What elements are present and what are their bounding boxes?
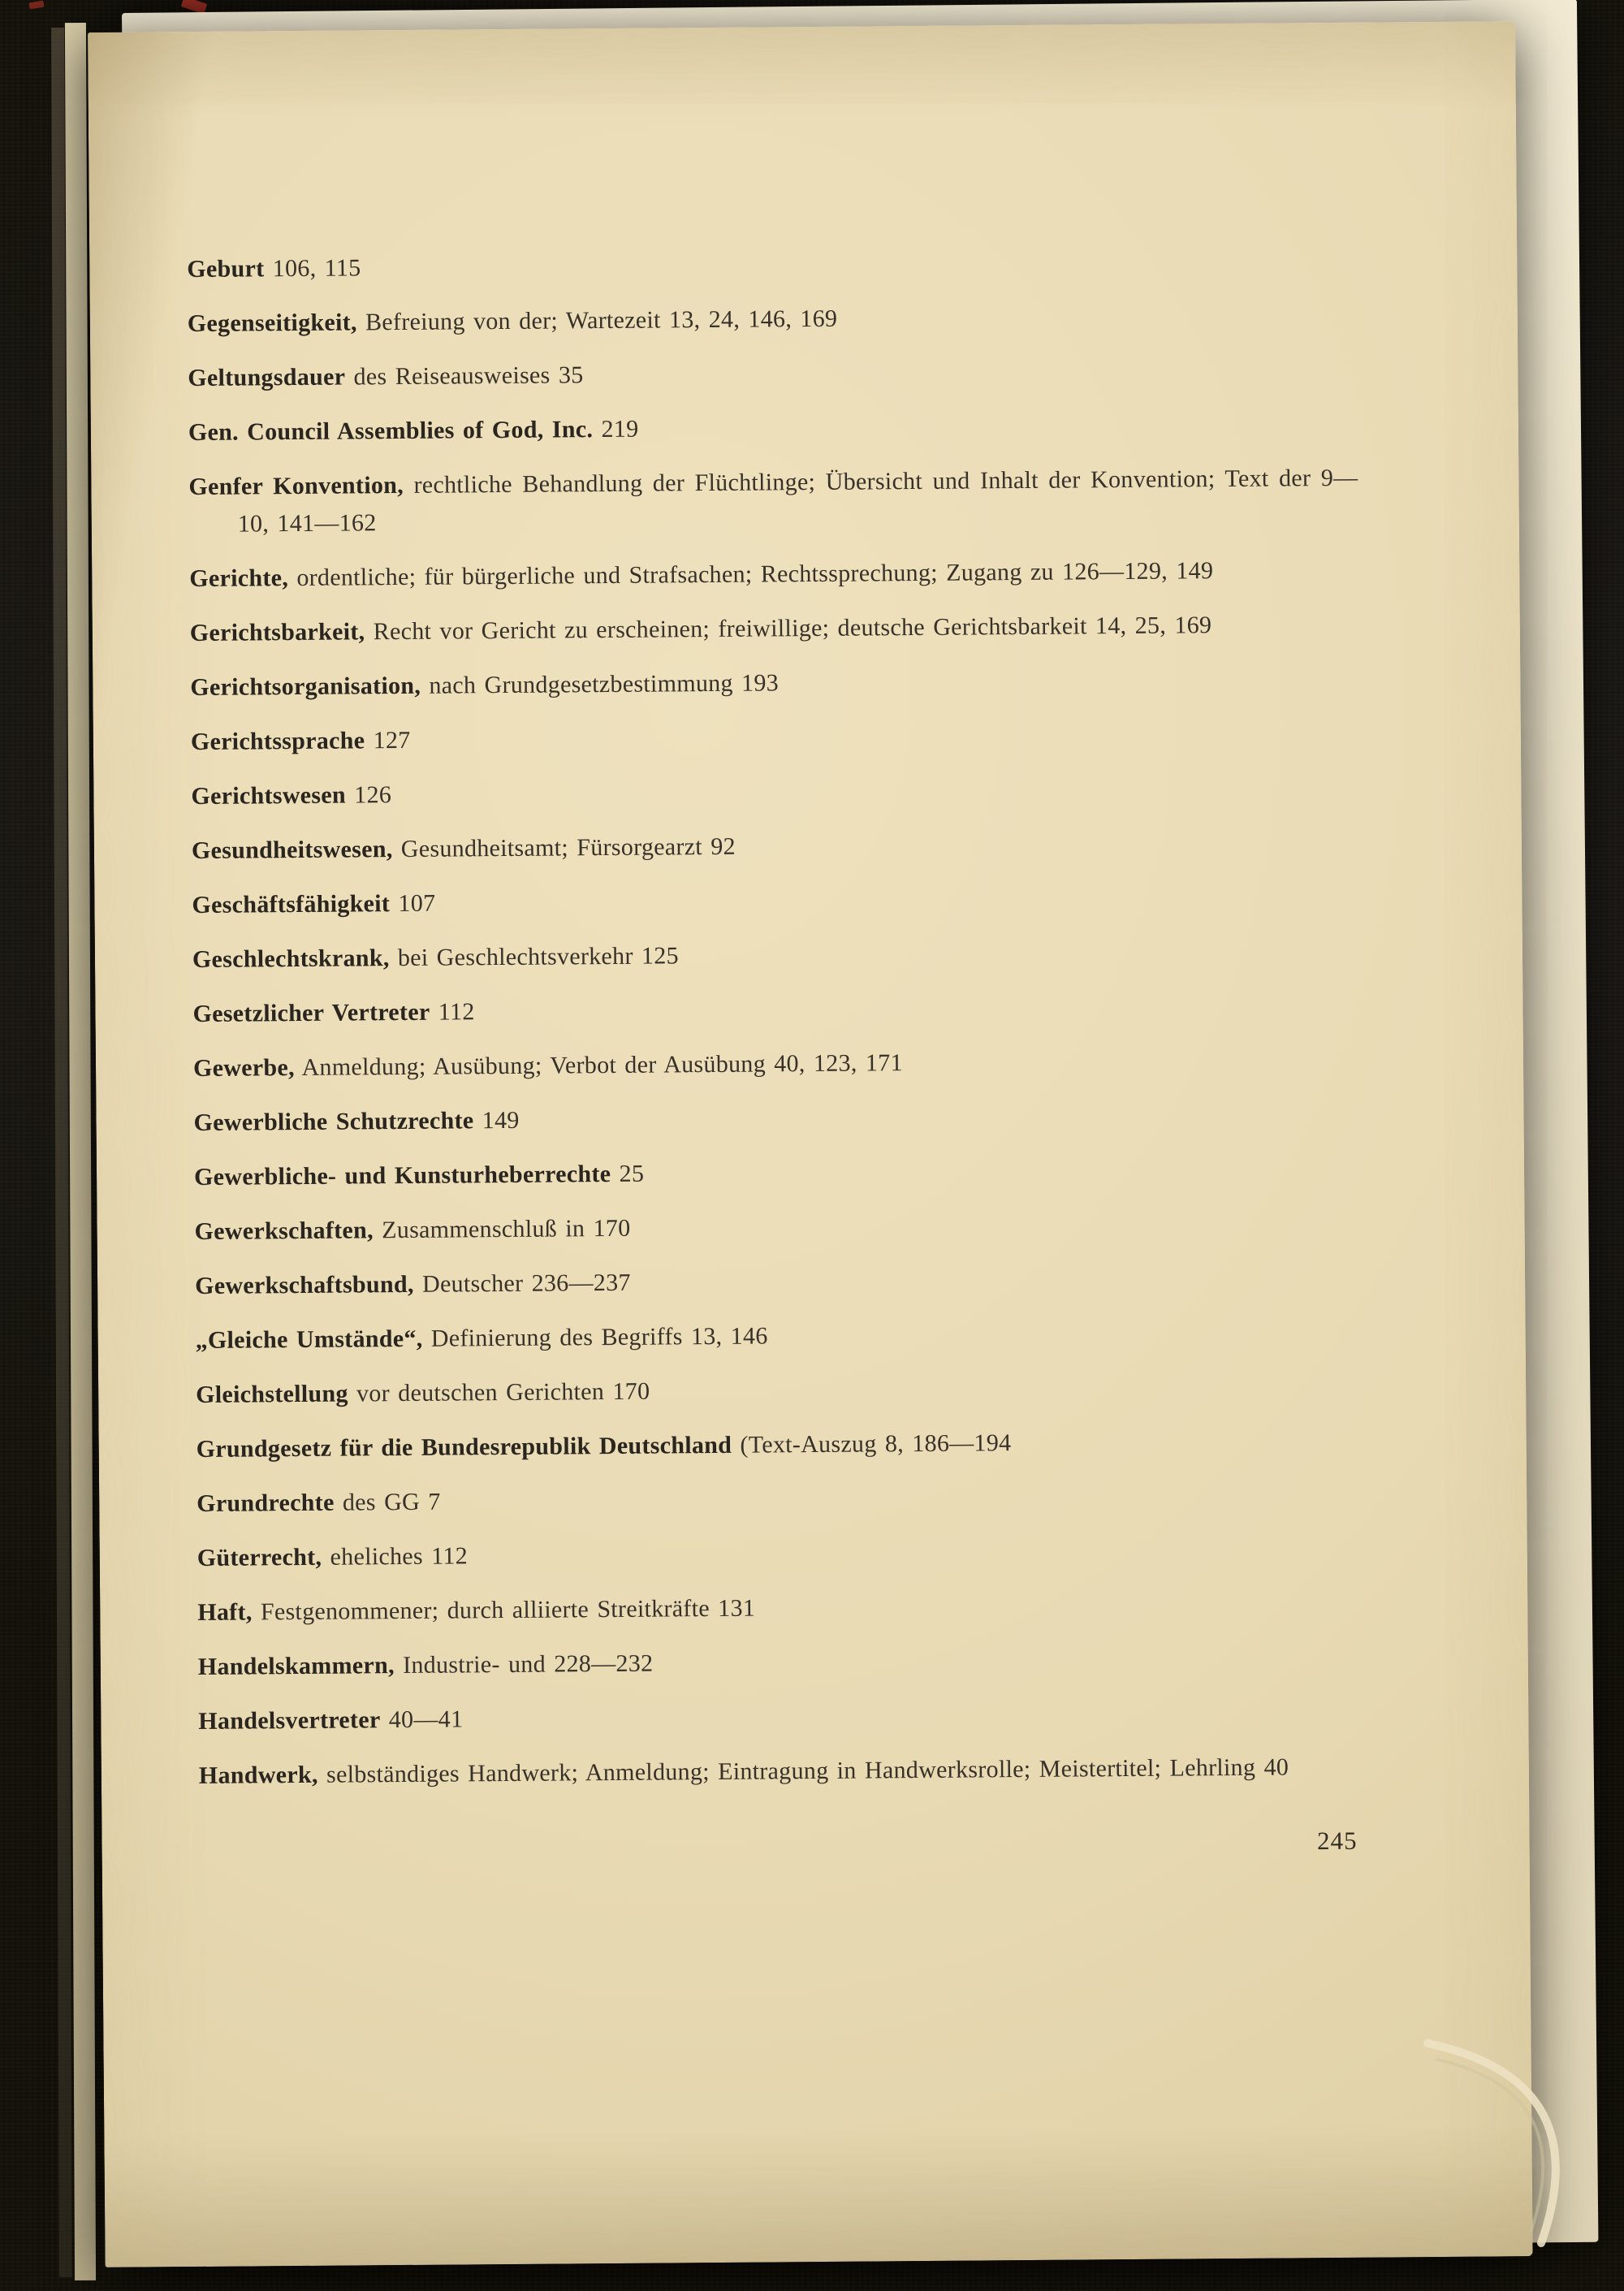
entry-text: eheliches 112 (322, 1542, 469, 1571)
entry-term: Gen. Council Assemblies of God, Inc. (188, 416, 594, 447)
entry-term: Gewerbliche- und Kunsturheberrechte (193, 1160, 611, 1191)
entry-term: „Gleiche Umstände“, (195, 1325, 423, 1355)
index-list (187, 242, 1369, 1865)
entry-term: Handelskammern, (197, 1652, 395, 1680)
entry-text: 126 (345, 781, 392, 809)
entry-text: 107 (390, 889, 436, 918)
entry-term: Haft, (197, 1598, 253, 1626)
entry-text: 127 (365, 726, 411, 754)
index-entry (191, 769, 1360, 815)
index-entry (197, 1585, 1367, 1632)
index-entry (188, 405, 1358, 452)
entry-term: Geburt (187, 255, 265, 283)
entry-term: Güterrecht, (197, 1543, 322, 1571)
entry-term: Gewerbe, (192, 1054, 296, 1083)
index-entry (188, 351, 1357, 397)
index-entry (193, 1041, 1363, 1087)
index-entry (197, 1422, 1366, 1468)
entry-term: Handelsvertreter (198, 1706, 381, 1735)
entry-text: 25 (611, 1160, 645, 1187)
index-entry (192, 823, 1361, 870)
entry-term: Gewerkschaften, (194, 1217, 374, 1246)
entry-term: Gerichtswesen (191, 781, 347, 810)
entry-text: Recht vor Gericht zu erscheinen; freiwillige; deutsche Gerichtsbarkeit 14, 25, 169 (365, 612, 1212, 646)
entry-term: Geschäftsfähigkeit (192, 890, 391, 919)
entry-term: Gerichte, (189, 564, 289, 593)
index-entry (192, 987, 1362, 1033)
red-mark (28, 0, 44, 9)
index-entry (194, 1150, 1363, 1196)
index-entry (198, 1694, 1367, 1740)
index-entry (195, 1259, 1364, 1305)
index-entry (198, 1640, 1367, 1686)
page-number: 245 (1316, 1826, 1358, 1856)
entry-term: Gerichtsbarkeit, (189, 618, 365, 647)
entry-text: Anmeldung; Ausübung; Verbot der Ausübung 40, 123, 171 (294, 1049, 903, 1082)
entry-text: Befreiung von der; Wartezeit 13, 24, 146, 169 (356, 305, 838, 336)
entry-term: Handwerk, (198, 1761, 318, 1789)
index-entry (191, 715, 1360, 761)
entry-text: 219 (593, 415, 639, 443)
entry-term: Grundrechte (197, 1489, 335, 1518)
index-entry (189, 551, 1358, 598)
entry-text: 40—41 (380, 1705, 464, 1734)
book-page (88, 21, 1533, 2267)
entry-text: Industrie- und 228—232 (394, 1649, 654, 1679)
index-entry (187, 242, 1356, 288)
entry-term: Genfer Konvention, (188, 471, 404, 501)
entry-text: Festgenommener; durch alliierte Streitkräfte 131 (252, 1594, 756, 1626)
entry-term: Gesundheitswesen, (191, 836, 393, 865)
index-entry (197, 1531, 1367, 1577)
entry-term: Geltungsdauer (188, 363, 346, 392)
index-entry (188, 460, 1358, 543)
entry-text: 112 (430, 998, 475, 1026)
entry-term: Gewerkschaftsbund, (194, 1270, 414, 1300)
index-entry (196, 1368, 1365, 1414)
entry-text: ordentliche; für bürgerliche und Strafsachen; Rechtssprechung; Zugang zu 126—129, 149 (287, 557, 1214, 592)
entry-text: vor deutschen Gerichten 170 (348, 1377, 650, 1407)
entry-term: Gleichstellung (196, 1380, 348, 1409)
index-entry (193, 1096, 1363, 1142)
entry-text: 149 (473, 1106, 520, 1135)
entry-term: Geschlechtskrank, (192, 944, 390, 974)
entry-term: Grundgesetz für die Bundesrepublik Deutschland (196, 1431, 732, 1463)
index-entry (190, 606, 1359, 652)
entry-text: rechtliche Behandlung der Flüchtlinge; Übersicht und Inhalt der Konvention; Text der 9—10, 141—162 (237, 464, 1358, 538)
entry-text: Gesundheitsamt; Fürsorgearzt 92 (392, 832, 736, 863)
index-entry (190, 660, 1359, 707)
entry-term: Gerichtsorganisation, (190, 672, 421, 702)
entry-text: Zusammenschluß in 170 (373, 1214, 631, 1244)
entry-text: 106, 115 (264, 254, 361, 283)
entry-text: des Reiseausweises 35 (345, 361, 584, 391)
index-entry (192, 932, 1362, 979)
entry-term: Gewerbliche Schutzrechte (193, 1107, 474, 1137)
index-entry (192, 878, 1361, 924)
entry-text: nach Grundgesetzbestimmung 193 (420, 669, 780, 699)
index-entry (194, 1204, 1363, 1251)
index-entry (195, 1313, 1364, 1359)
entry-text: bei Geschlechtsverkehr 125 (389, 942, 680, 972)
index-entry (188, 296, 1357, 343)
entry-text: des GG 7 (334, 1488, 441, 1516)
entry-text: Deutscher 236—237 (413, 1269, 631, 1298)
index-entry (197, 1476, 1366, 1523)
entry-text: (Text-Auszug 8, 186—194 (732, 1429, 1012, 1459)
entry-term: Gegenseitigkeit, (187, 309, 357, 338)
entry-text: Definierung des Begriffs 13, 146 (422, 1322, 768, 1352)
entry-term: Gerichtssprache (190, 727, 365, 756)
index-entry (199, 1749, 1368, 1795)
entry-text: selbständiges Handwerk; Anmeldung; Eintragung in Handwerksrolle; Meistertitel; Lehrling 40 (317, 1753, 1289, 1788)
entry-term: Gesetzlicher Vertreter (192, 998, 430, 1028)
